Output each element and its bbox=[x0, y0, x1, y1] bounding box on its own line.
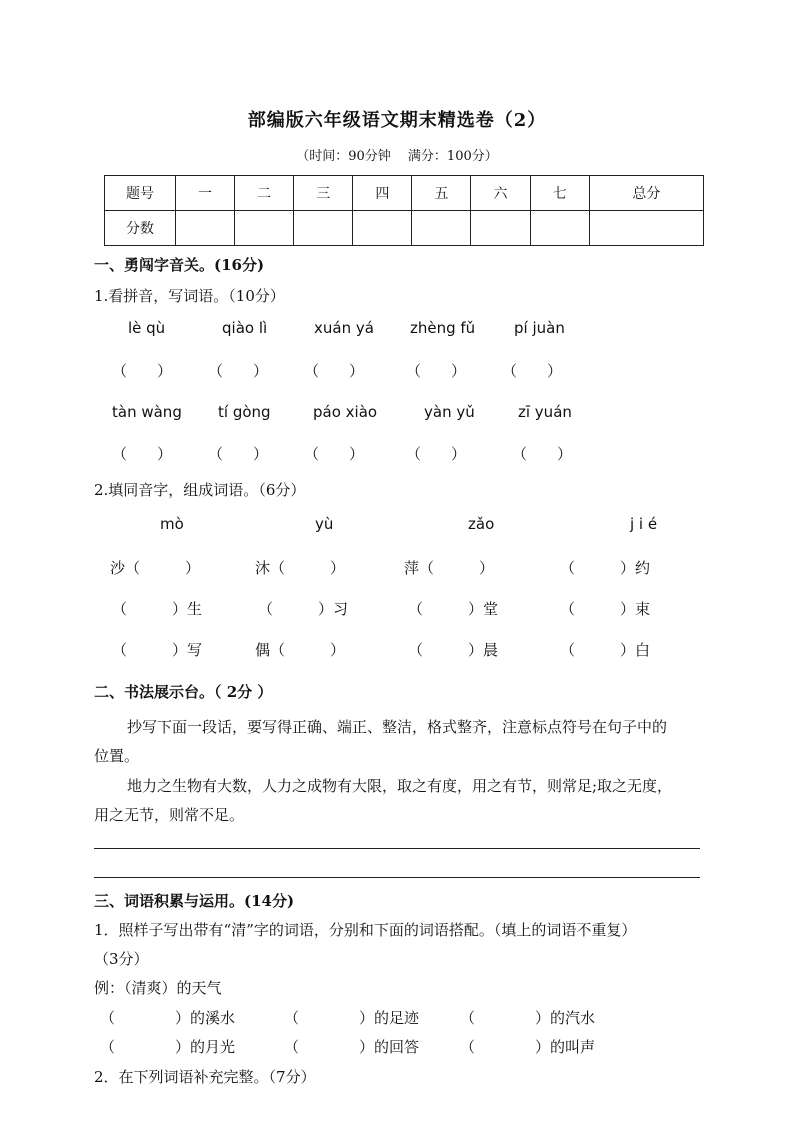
pinyin-item: qiào lì bbox=[222, 319, 268, 337]
section1-q1: 1.看拼音，写词语。（10分） bbox=[94, 287, 285, 305]
section2-passage: 地力之生物有大数，人力之成物有大限，取之有度，用之有节，则常足;取之无度， bbox=[127, 777, 673, 795]
homophone-blank[interactable]: 沐（ ） bbox=[255, 559, 346, 577]
section1-heading: 一、勇闯字音关。(16分) bbox=[94, 256, 265, 274]
pinyin-item: pí juàn bbox=[514, 319, 565, 337]
section2-instruction-cont: 位置。 bbox=[94, 747, 140, 765]
homophone-blank[interactable]: （ ）束 bbox=[560, 600, 651, 618]
pinyin-item: yàn yǔ bbox=[424, 403, 475, 421]
pinyin-item: j i é bbox=[630, 515, 658, 533]
pinyin-item: lè qù bbox=[128, 319, 166, 337]
homophone-blank[interactable]: （ ）白 bbox=[560, 641, 651, 659]
score-cell: 七 bbox=[530, 176, 589, 211]
answer-blank[interactable]: （ ） bbox=[112, 362, 173, 380]
score-blank[interactable] bbox=[176, 211, 235, 246]
score-blank[interactable] bbox=[471, 211, 530, 246]
section3-example: 例：（清爽）的天气 bbox=[94, 979, 222, 997]
answer-blank[interactable]: （ ） bbox=[304, 362, 365, 380]
score-blank[interactable] bbox=[589, 211, 703, 246]
score-table-score-row bbox=[105, 211, 704, 246]
homophone-blank[interactable]: （ ）生 bbox=[112, 600, 203, 618]
score-blank[interactable] bbox=[235, 211, 294, 246]
score-cell: 五 bbox=[412, 176, 471, 211]
homophone-blank[interactable]: 萍（ ） bbox=[404, 559, 495, 577]
answer-blank[interactable]: （ ） bbox=[208, 362, 269, 380]
score-table-header-row bbox=[105, 176, 704, 211]
score-cell: 三 bbox=[294, 176, 353, 211]
answer-blank[interactable]: （ ） bbox=[502, 362, 563, 380]
homophone-blank[interactable]: （ ）习 bbox=[258, 600, 349, 618]
score-blank[interactable] bbox=[530, 211, 589, 246]
homophone-blank[interactable]: （ ）堂 bbox=[408, 600, 499, 618]
answer-blank[interactable]: （ ） bbox=[406, 362, 467, 380]
score-label: 分数 bbox=[105, 211, 176, 246]
pinyin-item: zǎo bbox=[468, 515, 495, 533]
score-cell: 题号 bbox=[105, 176, 176, 211]
answer-blank[interactable]: （ ） bbox=[208, 445, 269, 463]
pinyin-item: páo xiào bbox=[313, 403, 378, 421]
pinyin-item: yù bbox=[315, 515, 334, 533]
homophone-blank[interactable]: （ ）约 bbox=[560, 559, 651, 577]
section2-heading: 二、书法展示台。（ 2分 ） bbox=[94, 683, 273, 701]
collocation-blank[interactable]: （ ）的溪水 bbox=[100, 1009, 236, 1027]
section1-q2: 2.填同音字，组成词语。（6分） bbox=[94, 481, 306, 499]
homophone-blank[interactable]: 沙（ ） bbox=[110, 559, 201, 577]
answer-blank[interactable]: （ ） bbox=[406, 445, 467, 463]
score-cell: 总分 bbox=[589, 176, 703, 211]
section2-instruction: 抄写下面一段话，要写得正确、端正、整洁，格式整齐，注意标点符号在句子中的 bbox=[127, 718, 668, 736]
writing-line[interactable] bbox=[94, 848, 700, 849]
section3-heading: 三、词语积累与运用。(14分) bbox=[94, 892, 295, 910]
score-blank[interactable] bbox=[353, 211, 412, 246]
page-title: 部编版六年级语文期末精选卷（2） bbox=[247, 110, 547, 131]
score-blank[interactable] bbox=[412, 211, 471, 246]
score-cell: 六 bbox=[471, 176, 530, 211]
homophone-blank[interactable]: （ ）写 bbox=[112, 641, 203, 659]
score-blank[interactable] bbox=[294, 211, 353, 246]
pinyin-item: zhèng fǔ bbox=[410, 319, 476, 337]
section3-q2: 2．在下列词语补充完整。（7分） bbox=[94, 1068, 316, 1086]
collocation-blank[interactable]: （ ）的回答 bbox=[284, 1038, 420, 1056]
score-table bbox=[104, 175, 704, 246]
section2-passage-cont: 用之无节，则常不足。 bbox=[94, 806, 245, 824]
answer-blank[interactable]: （ ） bbox=[512, 445, 573, 463]
collocation-blank[interactable]: （ ）的足迹 bbox=[284, 1009, 420, 1027]
answer-blank[interactable]: （ ） bbox=[112, 445, 173, 463]
pinyin-item: tí gòng bbox=[218, 403, 271, 421]
collocation-blank[interactable]: （ ）的叫声 bbox=[460, 1038, 596, 1056]
answer-blank[interactable]: （ ） bbox=[304, 445, 365, 463]
pinyin-item: tàn wàng bbox=[112, 403, 182, 421]
homophone-blank[interactable]: 偶（ ） bbox=[255, 641, 346, 659]
pinyin-item: mò bbox=[160, 515, 184, 533]
section3-q1: 1．照样子写出带有“清”字的词语，分别和下面的词语搭配。（填上的词语不重复） bbox=[94, 921, 637, 939]
writing-line[interactable] bbox=[94, 877, 700, 878]
score-cell: 二 bbox=[235, 176, 294, 211]
pinyin-item: xuán yá bbox=[314, 319, 374, 337]
score-cell: 四 bbox=[353, 176, 412, 211]
score-cell: 一 bbox=[176, 176, 235, 211]
pinyin-item: zī yuán bbox=[518, 403, 572, 421]
section3-q1-points: （3分） bbox=[94, 950, 149, 968]
collocation-blank[interactable]: （ ）的汽水 bbox=[460, 1009, 596, 1027]
collocation-blank[interactable]: （ ）的月光 bbox=[100, 1038, 236, 1056]
exam-subtitle: （时间：90分钟 满分：100分） bbox=[296, 149, 498, 164]
homophone-blank[interactable]: （ ）晨 bbox=[408, 641, 499, 659]
